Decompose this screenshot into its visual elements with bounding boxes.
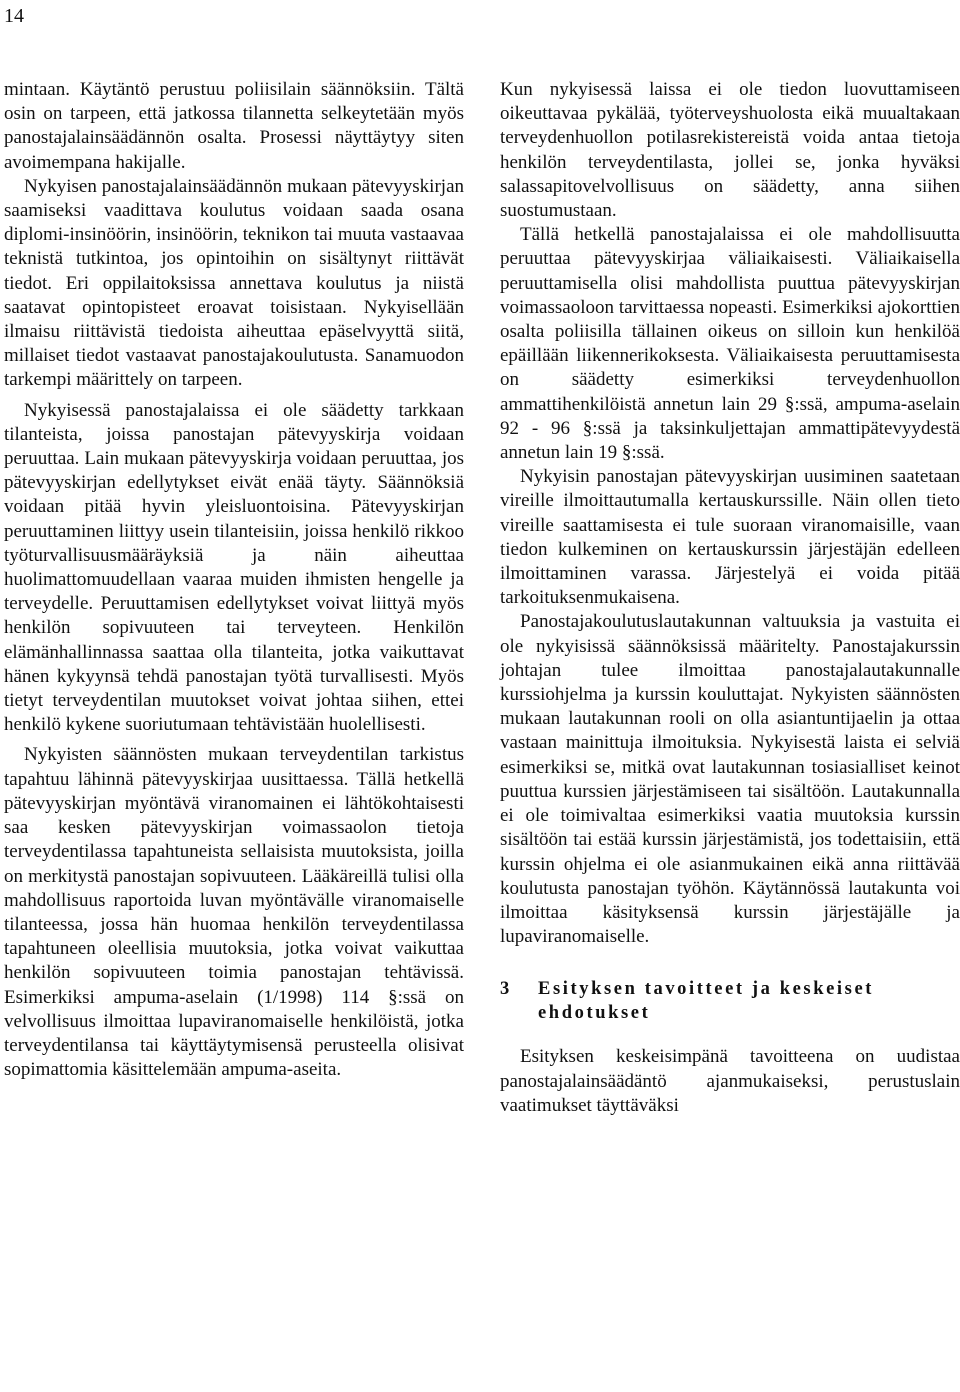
section-title: Esityksen tavoitteet ja keskeiset ehdotukset xyxy=(538,979,875,1024)
paragraph: Tällä hetkellä panostajalaissa ei ole mahdollisuutta peruuttaa pätevyyskirjaa väliaikaisesti. Väliaikaisella peruuttamisella olisi mahdollista puuttua pätevyyskirjan voimassaoloon tarvittaessa nopeasti. Esimerkiksi ajokorttien osalta poliisilla tällainen oikeus on silloin kun henkilöä epäillään liikennerikoksesta. Väliaikaisesta peruuttamisesta on säädetty esimerkiksi terveydenhuollon ammattihenkilöistä annetun lain 29 §:ssä, ampuma-aselain 92 - 96 §:ssä ja taksinkuljettajan ammattipätevyydestä annetun lain 19 §:ssä. xyxy=(500,224,960,464)
section-heading xyxy=(500,977,960,1025)
paragraph: mintaan. Käytäntö perustuu poliisilain säännöksiin. Tältä osin on tarpeen, että jatkossa tilannetta selkeytetään myös panostajalainsäädännön osalta. Prosessi näyttäytyy siten avoimempana hakijalle. xyxy=(4,79,464,173)
page-number: 14 xyxy=(4,5,24,27)
section-number: 3 xyxy=(500,979,512,1000)
left-text-column xyxy=(4,78,464,1082)
paragraph: Esityksen keskeisimpänä tavoitteena on uudistaa panostajalainsäädäntö ajanmukaiseksi, perustuslain vaatimukset täyttäväksi xyxy=(500,1046,960,1116)
paragraph: Panostajakoulutuslautakunnan valtuuksia ja vastuita ei ole nykyisissä säännöksissä määritelty. Panostajakurssin johtajan tulee ilmoittaa panostajalautakunnalle kurssiohjelma ja kurssin kouluttajat. Nykyisten säännösten mukaan lautakunnan rooli on olla asiantuntijaelin ja ottaa vastaan mainittuja ilmoituksia. Nykyisestä laista ei selviä esimerkiksi se, mitkä ovat lautakunnan tosiasialliset keinot puuttua kurssien järjestämiseen tai sisältöön. Lautakunnalla ei ole toimivaltaa esimerkiksi vaatia muutoksia kurssin sisältöön tai estää kurssin järjestämistä, jos todettaisiin, että kurssin ohjelma ei ole asianmukainen eikä anna riittävää koulutusta panostajan työhön. Käytännössä lautakunta voi ilmoittaa käsityksensä kurssin järjestäjälle ja lupaviranomaiselle. xyxy=(500,611,960,948)
paragraph: Nykyisin panostajan pätevyyskirjan uusiminen saatetaan vireille ilmoittautumalla kertauskurssille. Näin ollen tieto vireille saattamisesta ei tule suoraan viranomaisille, vaan tiedon kulkeminen on kertauskurssin järjestäjän edelleen ilmoittaminen varassa. Järjestelyä ei voida pitää tarkoituksenmukaisena. xyxy=(500,466,960,609)
right-text-column xyxy=(500,78,960,1118)
paragraph: Nykyisessä panostajalaissa ei ole säädetty tarkkaan tilanteista, joissa panostajan pätevyyskirja voidaan peruuttaa. Lain mukaan pätevyyskirja voidaan peruuttaa, jos pätevyyskirjan edellytykset eivät enää täyty. Säännöksiä voidaan pitää hyvin yleisluontoisina. Pätevyyskirjan peruuttaminen liittyy usein tilanteisiin, joissa henkilö rikkoo työturvallisuusmääräyksiä ja näin aiheuttaa huolimattomuudellaan vaaraa muiden ihmisten hengelle ja terveydelle. Peruuttamisen edellytykset voivat liittyä myös henkilön sopivuuteen tai terveyteen. Henkilön elämänhallinnassa saattaa olla tilanteita, jotka vaikuttavat hänen kykyynsä tehdä panostajan työtä turvallisesti. Myös tietyt terveydentilan muutokset voivat johtaa siihen, ettei henkilö kykene suoriutumaan tehtävistään huolellisesti. xyxy=(4,399,464,736)
paragraph: Nykyisten säännösten mukaan terveydentilan tarkistus tapahtuu lähinnä pätevyyskirjaa uusittaessa. Tällä hetkellä pätevyyskirjan myöntävä viranomainen ei lähtökohtaisesti saa kesken pätevyyskirjan voimassaolon tietoja terveydentilassa tapahtuneista sellaisista muutoksista, joilla on merkitystä panostajan sopivuuteen. Lääkäreillä tulisi olla mahdollisuus raportoida luvan myöntävälle viranomaiselle tilanteessa, jossa hän huomaa henkilön terveydentilassa tapahtuneen oleellisia muutoksia, jotka voivat vaikuttaa henkilön sopivuuteen toimia panostajan tehtävissä. Esimerkiksi ampuma-aselain (1/1998) 114 §:ssä on velvollisuus ilmoittaa lupaviranomaiselle henkilöistä, jotka terveydentilansa tai käyttäytymisensä perusteella olisivat sopimattomia käsittelemään ampuma-aseita. xyxy=(4,744,464,1081)
paragraph: Kun nykyisessä laissa ei ole tiedon luovuttamiseen oikeuttavaa pykälää, työterveyshuolosta eikä muualtakaan terveydenhuollon potilasrekistereistä voida antaa tietoja henkilön terveydentilasta, jollei se, jonka hyväksi salassapitovelvollisuus on säädetty, anna siihen suostumustaan. xyxy=(500,79,960,222)
paragraph: Nykyisen panostajalainsäädännön mukaan pätevyyskirjan saamiseksi vaadittava koulutus voidaan saada osana diplomi-insinöörin, insinöörin, teknikon tai muuta vastaavaa teknistä tutkintoa, jos opintoihin on sisältynyt riittävät tiedot. Eri oppilaitoksissa annettava koulutus ja niistä saatavat opintopisteet eroavat toisistaan. Nykyisellään ilmaisu riittävistä tiedoista aiheuttaa epäselvyyttä siitä, millaiset tiedot vastaavat panostajakoulutusta. Sanamuodon tarkempi määrittely on tarpeen. xyxy=(4,175,464,391)
